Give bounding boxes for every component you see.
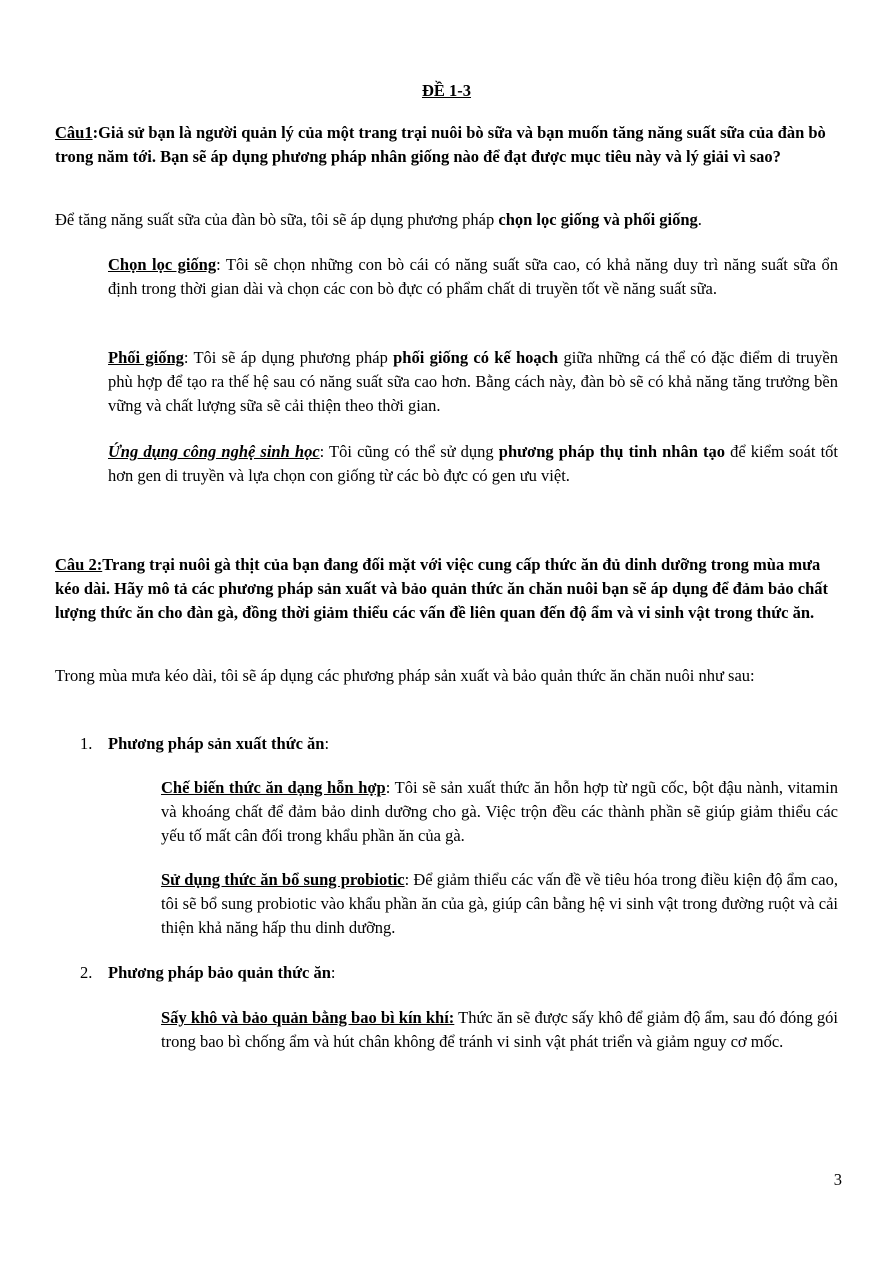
list-colon: :	[330, 963, 336, 982]
list-number: 2.	[80, 963, 93, 982]
question-2-text: Trang trại nuôi gà thịt của bạn đang đối mặt với việc cung cấp thức ăn đủ dinh dưỡng trong mùa mưa kéo dài. Hãy mô tả các phương pháp sản xuất và bảo quản thức ăn chăn nuôi bạn sẽ áp dụng để đảm bảo chất lượng thức ăn cho đàn gà, đồng thời giảm thiểu các vấn đề liên quan đến độ ẩm và vi sinh vật trong thức ăn.	[55, 555, 829, 622]
item-text: : Tôi sẽ chọn những con bò cái có năng suất sữa cao, có khả năng duy trì năng suất sữa ổn định trong thời gian dài và chọn các con bò đực có phẩm chất di truyền tốt về năng suất sữa.	[108, 255, 838, 298]
list-item-2-heading	[80, 961, 780, 985]
question-1-text: :Giả sử bạn là người quản lý của một trang trại nuôi bò sữa và bạn muốn tăng năng suất sữa của đàn bò trong năm tới. Bạn sẽ áp dụng phương pháp nhân giống nào để đạt được mục tiêu này và lý giải vì sao?	[55, 123, 826, 166]
question-1-label: Câu1	[55, 123, 93, 142]
list-heading: Phương pháp bảo quản thức ăn	[108, 963, 331, 982]
item-bold: phương pháp thụ tinh nhân tạo	[498, 442, 725, 461]
answer-1-item-3	[108, 440, 838, 488]
list-heading: Phương pháp sản xuất thức ăn	[108, 734, 325, 753]
item-label: Chọn lọc giống	[108, 255, 217, 274]
item-label: Sử dụng thức ăn bổ sung probiotic	[161, 870, 405, 889]
list-1-item-1	[161, 776, 838, 848]
document-title: ĐỀ 1-3	[421, 81, 472, 100]
item-label: Sấy khô và bảo quản bằng bao bì kín khí:	[161, 1008, 455, 1027]
answer-1-intro-end: .	[697, 210, 702, 229]
item-text: giữa những cá thể có đặc điểm di truyền phù hợp để tạo ra thế hệ sau có năng suất sữa cao hơn. Bằng cách này, đàn bò sẽ có khả năng tăng trưởng bền vững và chất lượng sữa sẽ cải thiện theo thời gian.	[108, 348, 838, 415]
list-colon: :	[324, 734, 330, 753]
item-text: : Tôi sẽ áp dụng phương pháp	[183, 348, 394, 367]
list-1-item-2	[161, 868, 838, 940]
list-2-item-1	[161, 1006, 838, 1054]
item-text: : Tôi sẽ sản xuất thức ăn hỗn hợp từ ngũ cốc, bột đậu nành, vitamin và khoáng chất để đảm bảo dinh dưỡng cho gà. Việc trộn đều các thành phần sẽ giúp giảm thiểu các yếu tố mất cân đối trong khẩu phần ăn của gà.	[161, 778, 838, 845]
list-item-1-heading	[80, 732, 780, 756]
item-label: Chế biến thức ăn dạng hỗn hợp	[161, 778, 386, 797]
item-text: để kiểm soát tốt hơn gen di truyền và lựa chọn con giống từ các bò đực có gen ưu việt.	[108, 442, 838, 485]
question-1	[55, 121, 845, 169]
answer-1-intro-bold: chọn lọc giống và phối giống	[498, 210, 698, 229]
item-text: : Tôi cũng có thể sử dụng	[319, 442, 499, 461]
answer-1-intro	[55, 208, 840, 232]
question-2-label: Câu 2:	[55, 555, 103, 574]
item-label: Phối giống	[108, 348, 184, 367]
answer-1-item-1	[108, 253, 838, 301]
answer-1-item-2	[108, 346, 838, 418]
page-number: 3	[833, 1170, 842, 1189]
list-number: 1.	[80, 734, 93, 753]
question-2	[55, 553, 845, 625]
item-label: Ứng dụng công nghệ sinh học	[108, 442, 320, 461]
answer-1-intro-text: Để tăng năng suất sữa của đàn bò sữa, tôi sẽ áp dụng phương pháp	[55, 210, 499, 229]
answer-2-intro: Trong mùa mưa kéo dài, tôi sẽ áp dụng các phương pháp sản xuất và bảo quản thức ăn chăn nuôi như sau:	[55, 666, 755, 685]
item-text: : Để giảm thiểu các vấn đề về tiêu hóa trong điều kiện độ ẩm cao, tôi sẽ bổ sung probiotic vào khẩu phần ăn của gà, giúp cân bằng hệ vi sinh vật trong đường ruột và cải thiện khả năng hấp thu dinh dưỡng.	[161, 870, 839, 937]
item-bold: phối giống có kế hoạch	[393, 348, 559, 367]
item-text: Thức ăn sẽ được sấy khô để giảm độ ẩm, sau đó đóng gói trong bao bì chống ẩm và hút chân không để tránh vi sinh vật phát triển và giảm nguy cơ mốc.	[161, 1008, 838, 1051]
